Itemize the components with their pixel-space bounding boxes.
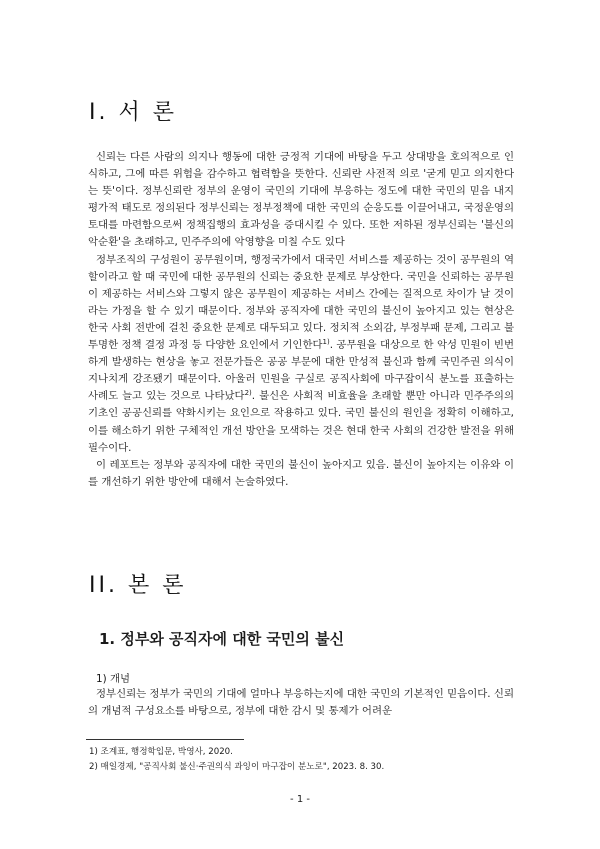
intro-paragraph-2-part-3: . 불신은 사회적 비효율을 초래할 뿐만 아니라 민주주의의 기초인 공공신뢰를 약화시키는 요인으로 작용하고 있다. 국민 불신의 원인을 정확히 이해하고, 이를 해소하기 위한 구체적인 개선 방안을 모색하는 것은 현대 한국 사회의 건강한 발전을 위해 필수이다. xyxy=(88,390,515,454)
section-heading-introduction: I. 서 론 xyxy=(89,100,177,125)
intro-paragraph-2-part-2: . 공무원을 대상으로 한 악성 민원이 빈번하게 발생하는 현상을 놓고 전문가들은 공공 부문에 대한 만성적 불신과 함께 국민주권 의식이 지나치게 강조됐기 때문이다. 아울러 민원을 구실로 공직사회에 마구잡이식 분노를 표출하는 사례도 늘고 있는 것으로 나타났다 xyxy=(88,339,514,403)
concept-paragraph: 정부신뢰는 정부가 국민의 기대에 얼마나 부응하는지에 대한 국민의 기본적인 믿음이다. 신뢰의 개념적 구성요소를 바탕으로, 정부에 대한 감시 및 통제가 어려운 xyxy=(88,688,514,718)
footnote-2: 2) 매일경제, "공직사회 불신·주권의식 과잉이 마구잡이 분노로", 2023. 8. 30. xyxy=(89,762,385,772)
page-number: - 1 - xyxy=(290,794,310,805)
section-heading-body: II. 본 론 xyxy=(89,573,187,598)
subsection-heading: 1. 정부와 공직자에 대한 국민의 불신 xyxy=(99,630,345,648)
intro-paragraph-1: 신뢰는 다른 사람의 의지나 행동에 대한 긍정적 기대에 바탕을 두고 상대방을 호의적으로 인식하고, 그에 따른 위험을 감수하고 협력함을 뜻한다. 신뢰란 사전적 의로 '굳게 믿고 의지한다는 뜻'이다. 정부신뢰란 정부의 운영이 국민의 기대에 부응하는 정도에 대한 국민의 믿음 내지 평가적 태도로 정의된다 정부신뢰는 정부정책에 대한 국민의 순응도를 이끌어내고, 국정운영의 토대를 마련함으로써 정책집행의 효과성을 증대시킬 수 있다. 또한 저하된 정부신뢰는 '불신의 악순환'을 초래하고, 민주주의에 악영향을 미칠 수도 있다 xyxy=(88,151,514,249)
footnote-ref-1[interactable]: 1) xyxy=(322,338,330,347)
footnote-divider xyxy=(86,739,244,740)
intro-paragraph-2-part-1: 정부조직의 구성원이 공무원이며, 행정국가에서 대국민 서비스를 제공하는 것이 공무원의 역할이라고 할 때 국민에 대한 공무원의 신뢰는 중요한 문제로 부상한다. 국민을 신뢰하는 공무원이 제공하는 서비스와 그렇지 않은 공무원이 제공하는 서비스 간에는 질적으로 차이가 날 것이라는 가정을 할 수 있기 때문이다. 정부와 공직자에 대한 국민의 불신이 높아지고 있는 현상은 한국 사회 전반에 걸친 중요한 문제로 대두되고 있다. 정치적 소외감, 부정부패 문제, 그리고 불투명한 정책 결정 과정 등 다양한 요인에서 기인한다 xyxy=(88,253,514,352)
intro-paragraph-2 xyxy=(88,252,514,457)
intro-paragraph-3: 이 레포트는 정부와 공직자에 대한 국민의 불신이 높아지고 있음. 불신이 높아지는 이유와 이를 개선하기 위한 방안에 대해서 논술하였다. xyxy=(88,458,514,488)
footnote-ref-2[interactable]: 2) xyxy=(244,389,252,398)
body-paragraph xyxy=(88,686,514,720)
introduction-body xyxy=(88,149,514,491)
sub-subsection-heading: 1) 개념 xyxy=(96,673,131,685)
footnote-1: 1) 조계표, 행정학입문, 박영사, 2020. xyxy=(89,747,233,757)
